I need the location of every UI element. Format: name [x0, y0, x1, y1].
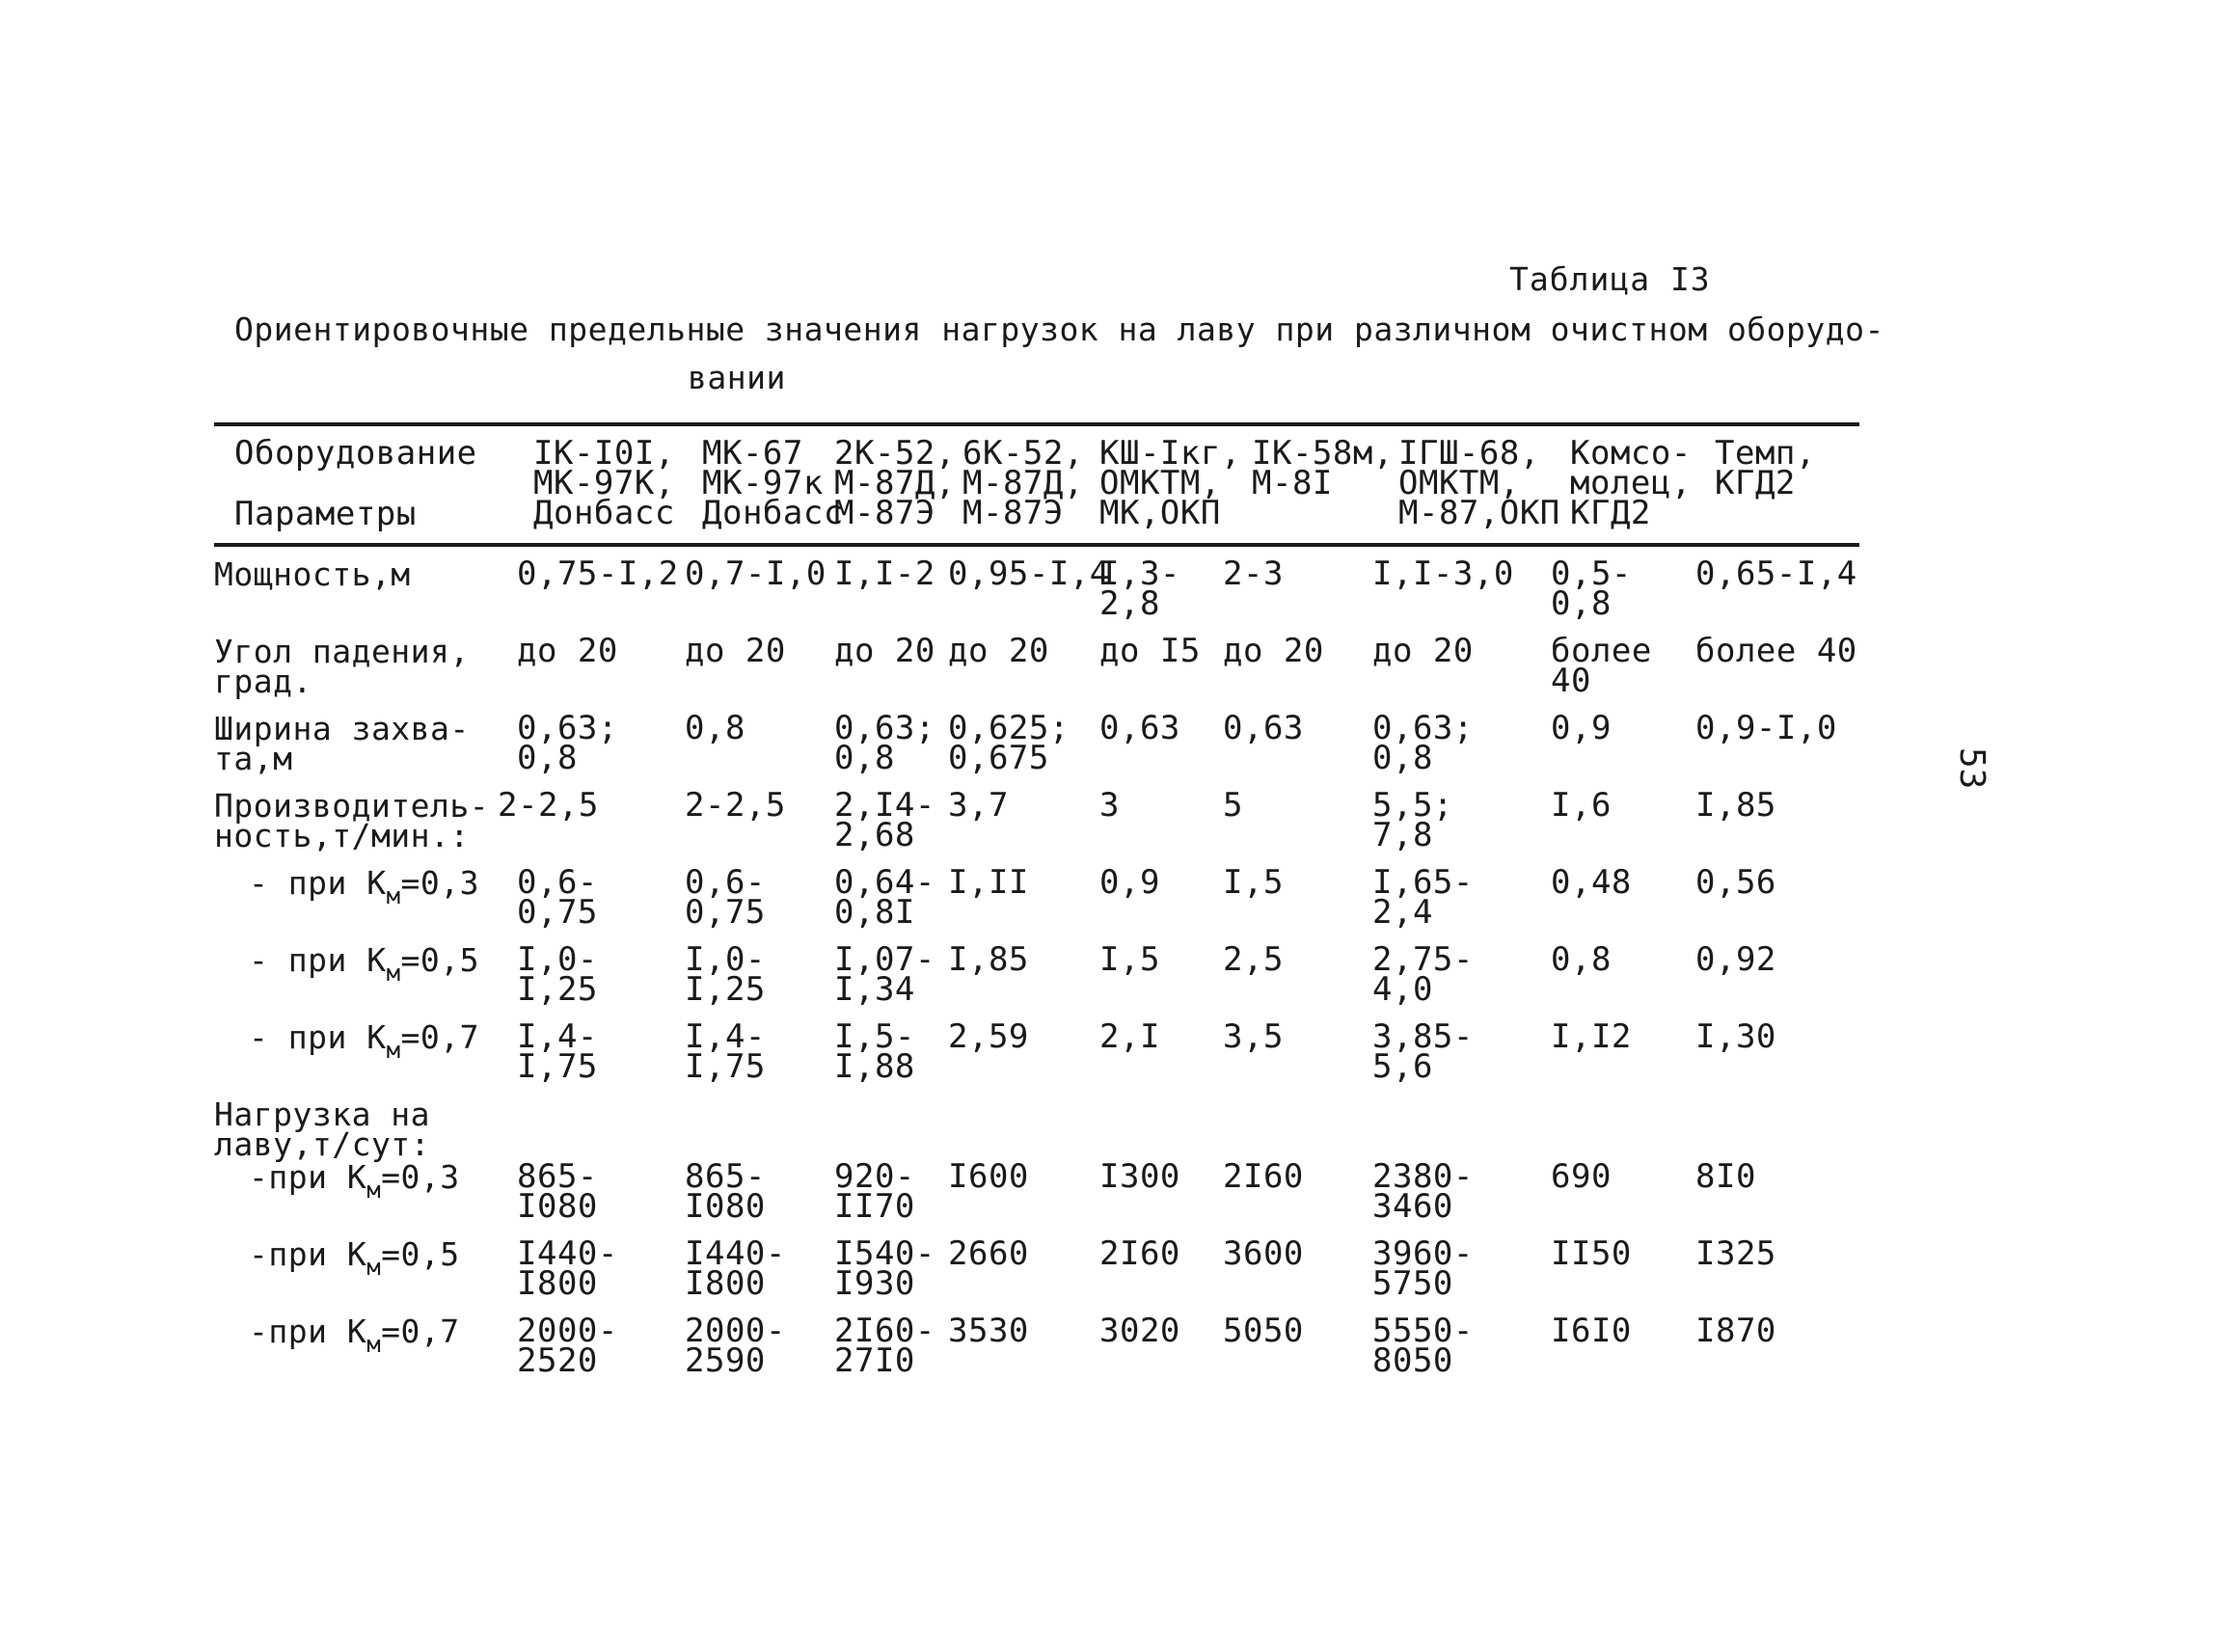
- header-equipment-col-8: Комсо- молец, КГД2: [1570, 434, 1692, 532]
- cell-prod_05-col-6: 2,5: [1223, 940, 1284, 979]
- row-label-prod_03: [249, 864, 480, 909]
- cell-productivity-col-5: 3: [1099, 786, 1120, 825]
- cell-load_05-col-7: 3960- 5750: [1372, 1234, 1474, 1303]
- header-equipment-col-5: КШ-Iкг, ОМКТМ, МК,ОКП: [1099, 434, 1241, 532]
- row-label-subscript: м: [386, 882, 401, 909]
- header-equipment-col-6: IK-58м, М-8I: [1252, 434, 1394, 502]
- cell-load_03-col-9: 8I0: [1695, 1157, 1756, 1196]
- cell-angle-col-6: до 20: [1223, 632, 1324, 670]
- cell-prod_07-col-3: I,5- I,88: [834, 1017, 915, 1086]
- cell-productivity-col-7: 5,5; 7,8: [1372, 786, 1453, 854]
- table-title-line-1: Ориентировочные предельные значения нагрузок на лаву при различном очистном оборудо-: [234, 311, 1884, 348]
- cell-power-col-8: 0,5- 0,8: [1551, 555, 1632, 623]
- row-label-subscript: м: [366, 1177, 382, 1204]
- cell-prod_07-col-2: I,4- I,75: [685, 1017, 766, 1086]
- cell-power-col-7: I,I-3,0: [1372, 555, 1514, 593]
- cell-prod_03-col-2: 0,6- 0,75: [685, 863, 766, 932]
- cell-power-col-2: 0,7-I,0: [685, 555, 826, 593]
- header-corner-parameters: Параметры: [234, 495, 417, 533]
- cell-prod_05-col-4: I,85: [948, 940, 1029, 979]
- cell-prod_03-col-8: 0,48: [1551, 863, 1632, 902]
- header-equipment-col-9: Темп, КГД2: [1715, 434, 1816, 502]
- cell-power-col-4: 0,95-I,4: [948, 555, 1110, 593]
- cell-angle-col-9: более 40: [1695, 632, 1857, 670]
- cell-angle-col-4: до 20: [948, 632, 1049, 670]
- cell-productivity-col-6: 5: [1223, 786, 1243, 825]
- cell-power-col-1: 0,75-I,2: [517, 555, 679, 593]
- cell-load_05-col-9: I325: [1695, 1234, 1776, 1273]
- cell-width-col-3: 0,63; 0,8: [834, 709, 935, 777]
- cell-load_07-col-4: 3530: [948, 1312, 1029, 1350]
- cell-load_05-col-5: 2I60: [1099, 1234, 1180, 1273]
- cell-load_05-col-8: II50: [1551, 1234, 1632, 1273]
- cell-load_05-col-6: 3600: [1223, 1234, 1304, 1273]
- cell-load_05-col-4: 2660: [948, 1234, 1029, 1273]
- cell-productivity-col-3: 2,I4- 2,68: [834, 786, 935, 854]
- row-label-suffix: =0,5: [381, 1235, 460, 1273]
- cell-load_03-col-8: 690: [1551, 1157, 1612, 1196]
- cell-angle-col-2: до 20: [685, 632, 786, 670]
- cell-prod_03-col-9: 0,56: [1695, 863, 1776, 902]
- header-equipment-col-3: 2K-52, М-87Д, М-87Э: [834, 434, 956, 532]
- cell-load_05-col-2: I440- I800: [685, 1234, 786, 1303]
- row-label-suffix: =0,7: [381, 1313, 460, 1350]
- cell-width-col-8: 0,9: [1551, 709, 1612, 747]
- row-label-prefix: - при К: [249, 941, 387, 979]
- row-label-prefix: - при К: [249, 1018, 387, 1056]
- table-header-rule: [214, 543, 1859, 547]
- cell-width-col-7: 0,63; 0,8: [1372, 709, 1474, 777]
- cell-power-col-3: I,I-2: [834, 555, 935, 593]
- row-label-load_03: [249, 1158, 460, 1204]
- page-number: 53: [1952, 747, 1992, 790]
- header-equipment-col-7: IГШ-68, ОМКТМ, М-87,ОКП: [1398, 434, 1560, 532]
- cell-prod_07-col-8: I,I2: [1551, 1017, 1632, 1056]
- row-label-suffix: =0,3: [381, 1158, 460, 1196]
- cell-power-col-5: I,3- 2,8: [1099, 555, 1180, 623]
- cell-prod_03-col-4: I,II: [948, 863, 1029, 902]
- row-label-prefix: -при К: [249, 1235, 367, 1273]
- cell-productivity-col-1: 2-2,5: [498, 786, 599, 825]
- cell-width-col-2: 0,8: [685, 709, 745, 747]
- row-label-load_05: [249, 1235, 460, 1281]
- cell-prod_05-col-3: I,07- I,34: [834, 940, 935, 1009]
- header-equipment-col-1: IK-I0I, MK-97K, Донбасс: [533, 434, 675, 532]
- cell-load_03-col-5: I300: [1099, 1157, 1180, 1196]
- cell-width-col-5: 0,63: [1099, 709, 1180, 747]
- cell-productivity-col-4: 3,7: [948, 786, 1009, 825]
- cell-load_03-col-2: 865- I080: [685, 1157, 766, 1226]
- cell-power-col-6: 2-3: [1223, 555, 1284, 593]
- cell-prod_03-col-1: 0,6- 0,75: [517, 863, 598, 932]
- cell-prod_05-col-1: I,0- I,25: [517, 940, 598, 1009]
- cell-prod_05-col-7: 2,75- 4,0: [1372, 940, 1474, 1009]
- header-corner-equipment: Оборудование: [234, 434, 477, 473]
- cell-prod_05-col-2: I,0- I,25: [685, 940, 766, 1009]
- row-label-subscript: м: [366, 1331, 382, 1358]
- row-label-prefix: -при К: [249, 1158, 367, 1196]
- cell-angle-col-7: до 20: [1372, 632, 1474, 670]
- row-label-subscript: м: [386, 960, 401, 987]
- cell-width-col-6: 0,63: [1223, 709, 1304, 747]
- cell-productivity-col-8: I,6: [1551, 786, 1612, 825]
- header-equipment-col-4: 6K-52, М-87Д, М-87Э: [962, 434, 1084, 532]
- cell-prod_03-col-3: 0,64- 0,8I: [834, 863, 935, 932]
- row-label-prod_07: [249, 1018, 480, 1064]
- row-label-suffix: =0,3: [400, 864, 480, 902]
- cell-load_07-col-1: 2000- 2520: [517, 1312, 618, 1380]
- table-top-rule: [214, 422, 1859, 426]
- row-label-power: Мощность,м: [214, 555, 411, 593]
- cell-load_05-col-1: I440- I800: [517, 1234, 618, 1303]
- cell-load_07-col-9: I870: [1695, 1312, 1776, 1350]
- cell-prod_05-col-8: 0,8: [1551, 940, 1612, 979]
- row-label-productivity: Производитель- ность,т/мин.:: [214, 787, 490, 854]
- row-label-prod_05: [249, 941, 480, 987]
- cell-load_07-col-6: 5050: [1223, 1312, 1304, 1350]
- row-label-subscript: м: [366, 1254, 382, 1281]
- cell-prod_07-col-1: I,4- I,75: [517, 1017, 598, 1086]
- table-label: Таблица I3: [1509, 260, 1711, 298]
- row-label-load_07: [249, 1313, 460, 1358]
- cell-load_03-col-6: 2I60: [1223, 1157, 1304, 1196]
- cell-load_07-col-3: 2I60- 27I0: [834, 1312, 935, 1380]
- cell-prod_03-col-7: I,65- 2,4: [1372, 863, 1474, 932]
- cell-angle-col-5: до I5: [1099, 632, 1201, 670]
- cell-productivity-col-9: I,85: [1695, 786, 1776, 825]
- row-label-suffix: =0,5: [400, 941, 480, 979]
- cell-prod_05-col-9: 0,92: [1695, 940, 1776, 979]
- row-label-load: Нагрузка на лаву,т/сут:: [214, 1096, 431, 1163]
- row-label-prefix: - при К: [249, 864, 387, 902]
- row-label-angle: Угол падения, град.: [214, 633, 470, 700]
- cell-load_07-col-2: 2000- 2590: [685, 1312, 786, 1380]
- cell-angle-col-1: до 20: [517, 632, 618, 670]
- cell-prod_03-col-6: I,5: [1223, 863, 1284, 902]
- row-label-subscript: м: [386, 1037, 401, 1064]
- cell-load_07-col-7: 5550- 8050: [1372, 1312, 1474, 1380]
- header-equipment-col-2: MK-67 MK-97к Донбасс: [702, 434, 844, 532]
- cell-prod_03-col-5: 0,9: [1099, 863, 1160, 902]
- cell-load_07-col-5: 3020: [1099, 1312, 1180, 1350]
- cell-prod_07-col-7: 3,85- 5,6: [1372, 1017, 1474, 1086]
- cell-prod_07-col-6: 3,5: [1223, 1017, 1284, 1056]
- row-label-prefix: -при К: [249, 1313, 367, 1350]
- cell-load_03-col-1: 865- I080: [517, 1157, 598, 1226]
- cell-prod_07-col-9: I,30: [1695, 1017, 1776, 1056]
- cell-width-col-4: 0,625; 0,675: [948, 709, 1070, 777]
- cell-load_07-col-8: I6I0: [1551, 1312, 1632, 1350]
- cell-angle-col-3: до 20: [834, 632, 935, 670]
- row-label-width: Ширина захва- та,м: [214, 710, 470, 777]
- cell-angle-col-8: более 40: [1551, 632, 1652, 700]
- cell-prod_05-col-5: I,5: [1099, 940, 1160, 979]
- cell-load_03-col-3: 920- II70: [834, 1157, 915, 1226]
- cell-width-col-9: 0,9-I,0: [1695, 709, 1837, 747]
- cell-power-col-9: 0,65-I,4: [1695, 555, 1857, 593]
- cell-prod_07-col-5: 2,I: [1099, 1017, 1160, 1056]
- cell-load_03-col-7: 2380- 3460: [1372, 1157, 1474, 1226]
- table-title-line-2: вании: [688, 359, 786, 396]
- cell-prod_07-col-4: 2,59: [948, 1017, 1029, 1056]
- cell-load_03-col-4: I600: [948, 1157, 1029, 1196]
- cell-width-col-1: 0,63; 0,8: [517, 709, 618, 777]
- row-label-suffix: =0,7: [400, 1018, 480, 1056]
- cell-productivity-col-2: 2-2,5: [685, 786, 786, 825]
- cell-load_05-col-3: I540- I930: [834, 1234, 935, 1303]
